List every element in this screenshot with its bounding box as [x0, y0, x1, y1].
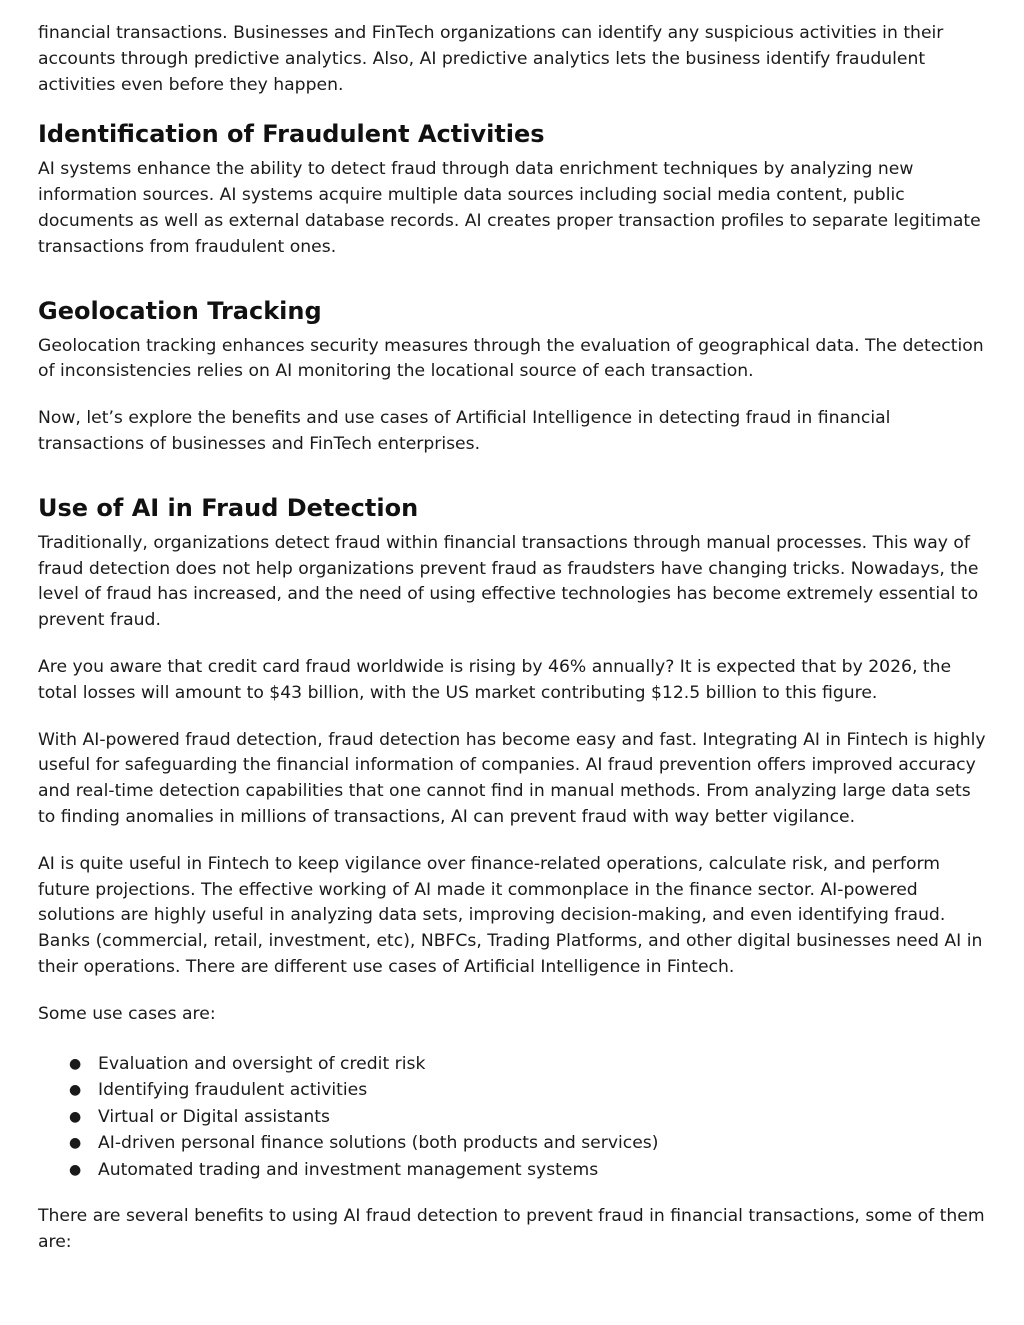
traditionally-paragraph: Traditionally, organizations detect fraud within financial transactions through manual processes. This way of fraud detection does not help organizations prevent fraud as fraudsters have changing tricks. Nowadays, the level of fraud has increased, and the need of using effective technologies has become extremely essential to prevent fraud. [38, 532, 979, 631]
aware-paragraph: Are you aware that credit card fraud worldwide is rising by 46% annually? It is expected that by 2026, the total losses will amount to $43 billion, with the US market contributing $12.5 billion to this figure. [38, 656, 952, 703]
bullet-icon: ● [69, 1082, 82, 1099]
fintech-use-paragraph: AI is quite useful in Fintech to keep vigilance over finance-related operations, calculate risk, and perform future projections. The effective working of AI made it commonplace in the finance sector. AI-powered solutions are highly useful in analyzing data sets, improving decision-making, and even identifying fraud. Banks (commercial, retail, investment, etc), NBFCs, Trading Platforms, and other digital businesses need AI in their operations. There are different use cases of Artificial Intelligence in Fintech. [38, 853, 983, 977]
heading-use-of-ai: Use of AI in Fraud Detection [38, 493, 419, 522]
list-item [38, 1104, 993, 1131]
bullet-icon: ● [69, 1108, 82, 1125]
some-use-cases-paragraph: Some use cases are: [38, 1003, 216, 1024]
list-item-text: Automated trading and investment management systems [98, 1159, 599, 1180]
list-item [38, 1051, 993, 1078]
use-cases-list [38, 1051, 993, 1184]
list-item [38, 1130, 993, 1157]
list-item-text: Identifying fraudulent activities [98, 1080, 368, 1101]
list-item-text: AI-driven personal finance solutions (both products and services) [98, 1133, 659, 1154]
intro-paragraph: financial transactions. Businesses and FinTech organizations can identify any suspicious activities in their accounts through predictive analytics. Also, AI predictive analytics lets the business identify fraudulent activities even before they happen. [38, 23, 944, 95]
heading-geolocation: Geolocation Tracking [38, 296, 322, 325]
list-item-text: Virtual or Digital assistants [98, 1106, 330, 1127]
bullet-icon: ● [69, 1055, 82, 1072]
bullet-icon: ● [69, 1161, 82, 1178]
list-item [38, 1077, 993, 1104]
identification-paragraph: AI systems enhance the ability to detect fraud through data enrichment techniques by analyzing new information sources. AI systems acquire multiple data sources including social media content, public documents as well as external database records. AI creates proper transaction profiles to separate legitimate transactions from fraudulent ones. [38, 159, 981, 257]
ai-powered-paragraph: With AI-powered fraud detection, fraud detection has become easy and fast. Integrating AI in Fintech is highly useful for safeguarding the financial information of companies. AI fraud prevention offers improved accuracy and real-time detection capabilities that one cannot find in manual methods. From analyzing large data sets to finding anomalies in millions of transactions, AI can prevent fraud with way better vigilance. [38, 729, 986, 827]
list-item [38, 1157, 993, 1184]
heading-identification: Identification of Fraudulent Activities [38, 120, 545, 149]
list-item-text: Evaluation and oversight of credit risk [98, 1053, 426, 1074]
geolocation-paragraph: Geolocation tracking enhances security measures through the evaluation of geographical data. The detection of inconsistencies relies on AI monitoring the locational source of each transaction. [38, 335, 984, 382]
article-content [38, 21, 993, 1256]
explore-paragraph: Now, let’s explore the benefits and use cases of Artificial Intelligence in detecting fraud in financial transactions of businesses and FinTech enterprises. [38, 408, 891, 454]
benefits-paragraph: There are several benefits to using AI fraud detection to prevent fraud in financial transactions, some of them are: [38, 1206, 985, 1253]
bullet-icon: ● [69, 1135, 82, 1152]
